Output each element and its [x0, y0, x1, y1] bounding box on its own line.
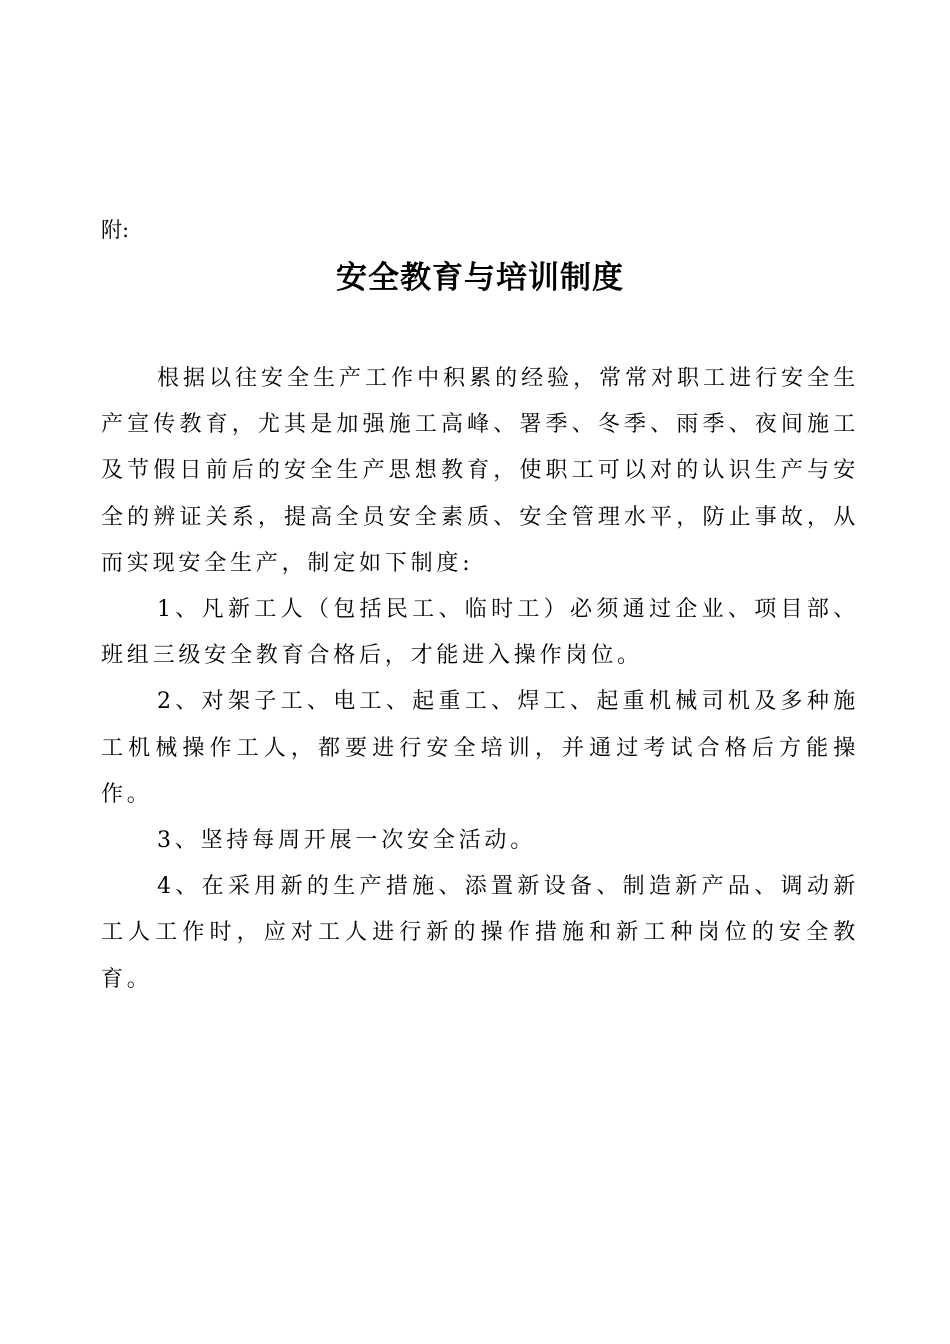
rule-item-1: 1、凡新工人（包括民工、临时工）必须通过企业、项目部、班组三级安全教育合格后，才能进入操作岗位。 — [101, 597, 859, 669]
annex-label: 附: — [101, 218, 130, 242]
document-body — [101, 356, 859, 1003]
rule-item-3: 3、坚持每周开展一次安全活动。 — [157, 828, 536, 854]
intro-paragraph: 根据以往安全生产工作中积累的经验，常常对职工进行安全生产宣传教育，尤其是加强施工高峰、署季、冬季、雨季、夜间施工及节假日前后的安全生产思想教育，使职工可以对的认识生产与安全的辨证关系，提高全员安全素质、安全管理水平，防止事故，从而实现安全生产，制定如下制度: — [101, 366, 859, 576]
document-title: 安全教育与培训制度 — [336, 260, 624, 296]
rule-item-2: 2、对架子工、电工、起重工、焊工、起重机械司机及多种施工机械操作工人，都要进行安全培训，并通过考试合格后方能操作。 — [101, 689, 859, 807]
rule-item-4: 4、在采用新的生产措施、添置新设备、制造新产品、调动新工人工作时，应对工人进行新的操作措施和新工种岗位的安全教育。 — [101, 874, 859, 992]
